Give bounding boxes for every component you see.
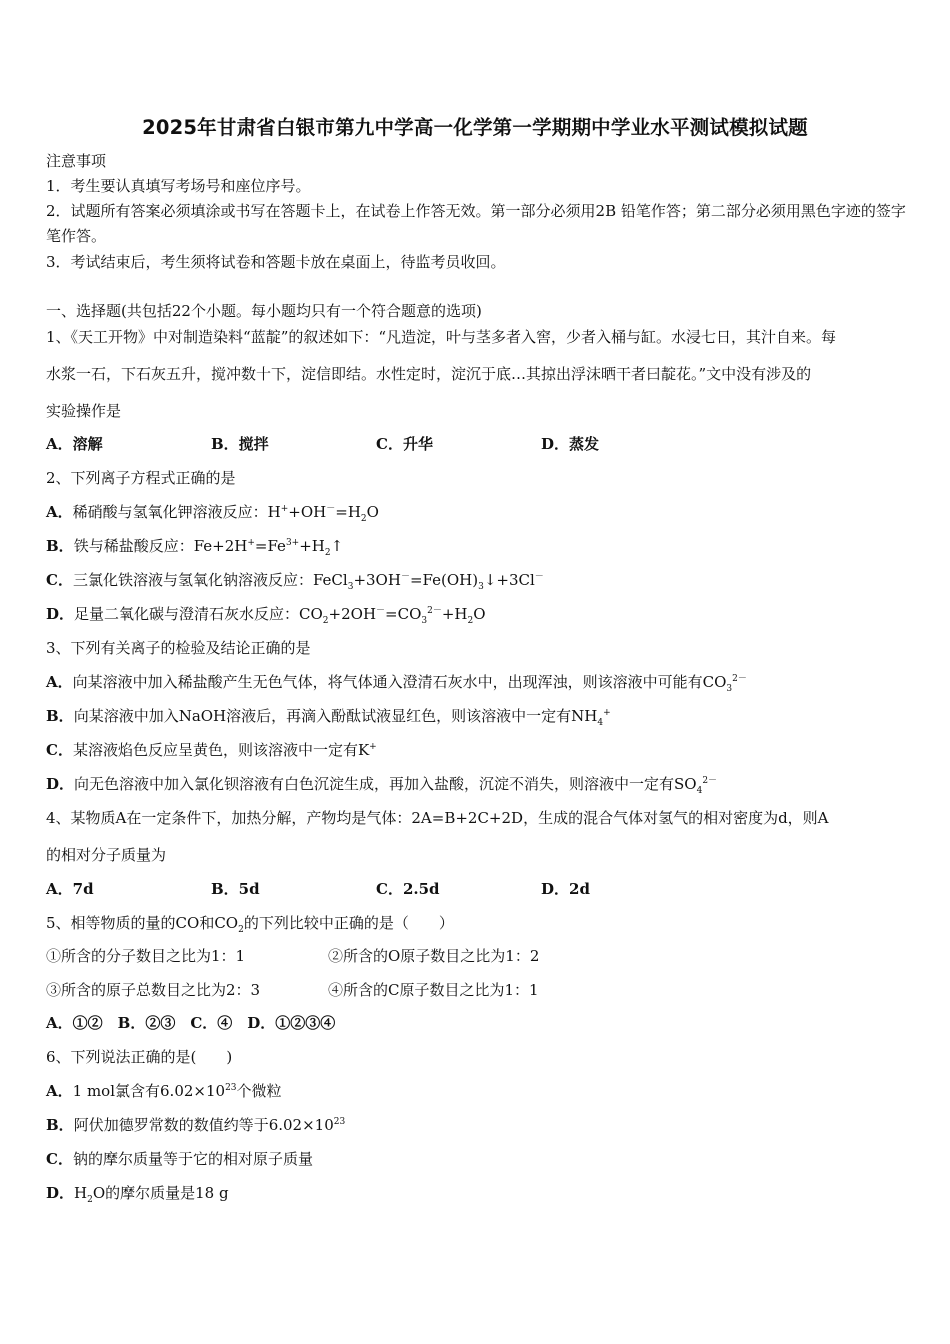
q1-option-a: A．溶解 [46,435,103,453]
q6-option-b: B．阿伏加德罗常数的数值约等于$6.02\times 10^{23}$ [46,1116,346,1134]
notice-item-2: 2．试题所有答案必须填涂或书写在答题卡上，在试卷上作答无效。第一部分必须用2B 铅笔作答；第二部分必须用黑色字迹的签字笔作答。 [46,202,906,245]
q6-option-c: C．钠的摩尔质量等于它的相对原子质量 [46,1150,313,1168]
q3-option-a: A．向某溶液中加入稀盐酸产生无色气体，将气体通入澄清石灰水中，出现浑浊，则该溶液中可能有$CO_3^{2-}$ [46,673,747,694]
q1-options [46,434,706,454]
q1-option-c: C．升华 [376,435,433,453]
q4-option-b: B．5d [211,880,260,898]
q2-option-b: B．铁与稀盐酸反应：$Fe+2H^+=Fe^{3+}+H_2↑$ [46,537,344,558]
q3-option-d: D．向无色溶液中加入氯化钡溶液有白色沉淀生成，再加入盐酸，沉淀不消失，则溶液中一定有$SO_4^{2-}$ [46,775,718,796]
q1-option-b: B．搅拌 [211,435,269,453]
q4-option-d: D．2d [541,880,590,898]
q2-option-d: D．足量二氧化碳与澄清石灰水反应：$CO_2+2OH^-=CO_3^{2-}+H_2O$ [46,605,486,626]
q4-stem-line-2: 的相对分子质量为 [46,846,167,864]
q6-stem: 6、下列说法正确的是( ) [46,1048,233,1066]
q2-option-a: A．稀硝酸与氢氧化钾溶液反应：$H^++OH^-=H_2O$ [46,503,379,524]
q5-options: A．①② B．②③ C．④ D．①②③④ [46,1014,336,1032]
notice-item-3: 3．考试结束后，考生须将试卷和答题卡放在桌面上，待监考员收回。 [46,253,506,271]
q4-option-c: C．2.5d [376,880,440,898]
q4-option-a: A．7d [46,880,94,898]
page-title: 2025年甘肃省白银市第九中学高一化学第一学期期中学业水平测试模拟试题 [142,116,808,139]
q2-option-c: C．三氯化铁溶液与氢氧化钠溶液反应：$FeCl_3+3OH^-=Fe(OH)_3↓+3Cl^-$ [46,571,544,592]
q1-stem-line-2: 水浆一石，下石灰五升，搅冲数十下，淀信即结。水性定时，淀沉于底…其掠出浮沫晒干者曰靛花。”文中没有涉及的 [46,365,812,383]
q3-stem: 3、下列有关离子的检验及结论正确的是 [46,639,311,657]
q1-stem-line-3: 实验操作是 [46,402,122,420]
q5-statements-row-1 [46,946,539,966]
q5-statement-1: ①所含的分子数目之比为1：1 [46,947,246,965]
q5-statement-2: ②所含的O原子数目之比为1：2 [328,947,540,965]
q5-statement-4: ④所含的C原子数目之比为1：1 [328,981,539,999]
q5-stem: 5、相等物质的量的CO和$CO_2$的下列比较中正确的是（ ） [46,914,454,935]
q4-stem-line-1: 4、某物质A在一定条件下，加热分解，产物均是气体：2A=B+2C+2D，生成的混合气体对氢气的相对密度为d，则A [46,809,829,827]
q2-stem: 2、下列离子方程式正确的是 [46,469,236,487]
q1-stem-line-1: 1、《天工开物》中对制造染料“蓝靛”的叙述如下：“凡造淀，叶与茎多者入窖，少者入桶与缸。水浸七日，其汁自来。每 [46,328,837,346]
q6-option-a: A．1 mol氯含有$6.02\times 10^{23}$个微粒 [46,1082,282,1100]
notice-heading: 注意事项 [46,152,107,170]
notice-item-1: 1．考生要认真填写考场号和座位序号。 [46,177,311,195]
q1-option-d: D．蒸发 [541,435,600,453]
section-heading: 一、选择题(共包括22个小题。每小题均只有一个符合题意的选项) [46,302,482,320]
q5-statement-3: ③所含的原子总数目之比为2：3 [46,981,261,999]
q3-option-c: C．某溶液焰色反应呈黄色，则该溶液中一定有K+ [46,741,377,759]
q6-option-d: D．$H_2O$的摩尔质量是18 g [46,1184,229,1205]
q3-option-b: B．向某溶液中加入NaOH溶液后，再滴入酚酞试液显红色，则该溶液中一定有$NH_4^+$ [46,707,611,728]
q4-options [46,879,706,899]
q5-statements-row-2 [46,980,539,1000]
